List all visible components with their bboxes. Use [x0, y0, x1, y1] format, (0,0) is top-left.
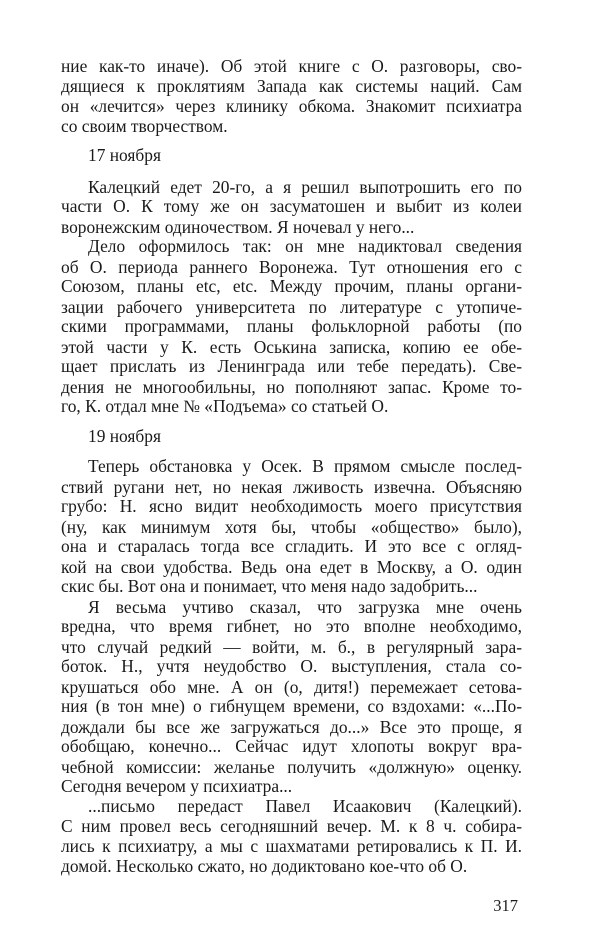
text-line: Сегодня вечером у психиатра... [61, 776, 293, 797]
text-line: скими программами, планы фольклорной работы (по [61, 316, 522, 337]
text-line: кой на свои удобства. Ведь она едет в Москву, а О. один [61, 556, 522, 577]
text-line: боток. Н., учтя неудобство О. выступления, стала со- [61, 656, 522, 677]
text-line: Союзом, планы etc, etc. Между прочим, планы органи- [61, 276, 522, 297]
text-line: щает прислать из Ленинграда или тебе передать). Све- [61, 356, 522, 377]
text-line: Калецкий едет 20-го, а я решил выпотрошить его по [88, 176, 522, 197]
text-line: воронежским одиночеством. Я ночевал у него... [61, 216, 415, 237]
text-line: ние как-то иначе). Об этой книге с О. разговоры, сво- [61, 56, 522, 76]
date-heading: 19 ноября [88, 425, 161, 446]
text-line: ния (в тон мне) о гибнущем времени, со вздохами: «...По- [61, 696, 522, 717]
text-line: домой. Несколько сжато, но додиктовано кое-что об О. [61, 856, 468, 876]
text-line: (ну, как минимум хотя бы, чтобы «общество» было), [61, 516, 522, 537]
text-line: дящиеся к проклятиям Запада как системы наций. Сам [61, 76, 522, 97]
text-line: скис бы. Вот она и понимает, что меня надо задобрить... [61, 576, 478, 597]
text-line: го, К. отдал мне № «Подъема» со статьей О. [61, 396, 389, 417]
text-line: грубо: Н. ясно видит необходимость моего присутствия [61, 496, 522, 517]
text-line: он «лечится» через клинику обкома. Знакомит психиатра [61, 96, 522, 116]
page-number: 317 [493, 896, 518, 915]
text-line: крушаться обо мне. А он (о, дитя!) перемежает сетова- [61, 676, 522, 697]
text-line: Теперь обстановка у Осек. В прямом смысле послед- [88, 456, 522, 477]
text-line: чебной комиссии: желанье получить «должную» оценку. [61, 756, 522, 777]
text-line: ...письмо передаст Павел Исаакович (Калецкий). [88, 795, 522, 816]
text-line: ствий ругани нет, но некая лживость извечна. Объясняю [61, 476, 522, 497]
text-line: лись к психиатру, а мы с шахматами ретировались к П. И. [61, 835, 522, 856]
text-line: дения не многообильны, но пополняют запас. Кроме то- [61, 376, 522, 397]
text-line: об О. периода раннего Воронежа. Тут отношения его с [61, 256, 522, 277]
text-line: этой части у К. есть Оськина записка, копию ее обе- [61, 336, 522, 357]
date-heading: 17 ноября [88, 145, 161, 166]
text-line: дождали бы все же загружаться до...» Все это проще, я [61, 716, 522, 737]
text-line: С ним провел весь сегодняшний вечер. М. к 8 ч. собира- [61, 816, 522, 836]
text-line: вредна, что время гибнет, но это вполне необходимо, [61, 616, 522, 637]
text-line: зации рабочего университета по литературе с утопиче- [61, 296, 522, 317]
text-line: части О. К тому же он засуматошен и выбит из колеи [61, 196, 522, 217]
text-line: со своим творчеством. [61, 116, 228, 137]
text-line: Я весьма учтиво сказал, что загрузка мне очень [88, 596, 522, 617]
text-line: Дело оформилось так: он мне надиктовал сведения [88, 236, 522, 257]
text-line: что случай редкий — войти, м. б., в регулярный зара- [61, 636, 522, 657]
text-line: она и старалась тогда все сгладить. И это все с огляд- [61, 536, 522, 557]
text-line: обобщаю, конечно... Сейчас идут хлопоты вокруг вра- [61, 736, 522, 757]
